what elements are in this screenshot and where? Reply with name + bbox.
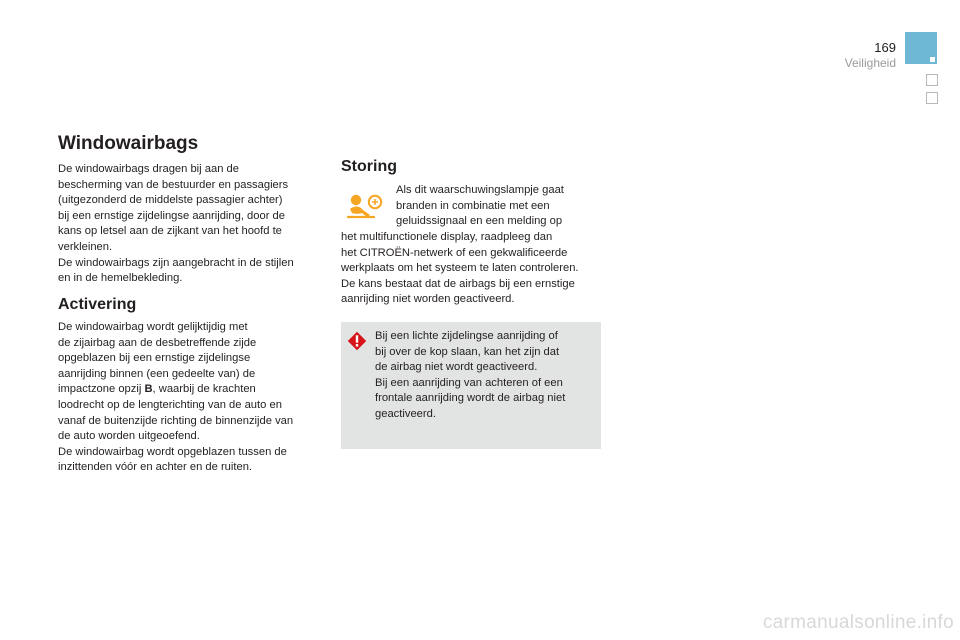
- activering-text-part-1: De windowairbag wordt gelijktijdig met de zijairbag aan de desbetreffende zijde opgeblazen bij een ernstige zijdelingse aanrijding binnen (een gedeelte van) de impactzone opzij: [58, 321, 257, 396]
- chapter-tab-empty-1: [926, 74, 938, 86]
- subtitle-storing: Storing: [341, 158, 397, 175]
- chapter-tab-dot: [930, 57, 935, 62]
- storing-text: het multifunctionele display, raadpleeg dan het CITROËN-netwerk of een gekwalificeerde werkplaats om het systeem te laten controleren. De kans bestaat dat de airbags bij een ernstige aanrijding niet worden geactiveerd.: [341, 231, 579, 306]
- activering-text-part-2: , waarbij de krachten loodrecht op de lengterichting van de auto en vanaf de buitenzijde richting de binnenzijde van de auto worden uitgeoefend. De windowairbag wordt opgeblazen tussen de inzittenden vóór en achter en de ruiten.: [58, 383, 294, 474]
- chapter-tab-marker: [905, 32, 937, 64]
- airbag-warning-lamp-icon: [344, 188, 384, 222]
- section-label: Veiligheid: [844, 56, 896, 70]
- storing-text-indented: Als dit waarschuwingslampje gaat branden in combinatie met een geluidssignaal en een melding op: [396, 184, 564, 228]
- section-title-windowairbags: Windowairbags: [58, 133, 199, 154]
- windowairbags-intro-text: De windowairbags dragen bij aan de bescherming van de bestuurder en passagiers (uitgezonderd de middelste passagier achter) bij een ernstige zijdelingse aanrijding, door de kans op letsel aan de zijkant van het hoofd te verkleinen. De windowairbags zijn aangebracht in de stijlen en in de hemelbekleding.: [58, 163, 294, 285]
- warning-note-text: Bij een lichte zijdelingse aanrijding of bij over de kop slaan, kan het zijn dat de airbag niet wordt geactiveerd. Bij een aanrijding van achteren of een frontale aanrijding wordt de airbag niet geactiveerd.: [375, 330, 566, 420]
- page-number: 169: [874, 40, 896, 55]
- warning-exclamation-icon: [347, 331, 367, 351]
- activering-text: [58, 320, 328, 476]
- watermark-text: carmanualsonline.info: [762, 612, 954, 633]
- activering-zone-letter: B: [144, 383, 153, 396]
- chapter-tab-empty-2: [926, 92, 938, 104]
- subtitle-activering: Activering: [58, 296, 137, 313]
